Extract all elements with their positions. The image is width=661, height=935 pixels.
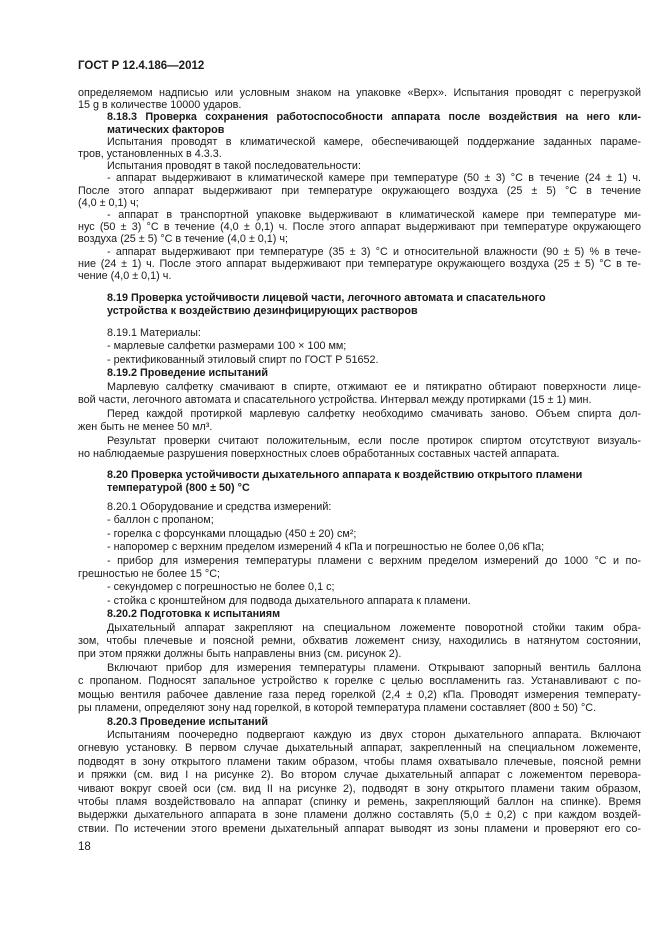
paragraph bbox=[78, 501, 641, 514]
text-line: матических факторов bbox=[107, 123, 225, 136]
text-line: - аппарат выдерживают в климатической камере при температуре (50 ± 3) °С в течение (24 ± 1) ч. bbox=[107, 172, 641, 185]
text-line: 8.18.3 Проверка сохранения работоспособности аппарата после воздействия на него кли- bbox=[107, 111, 641, 124]
paragraph bbox=[78, 408, 641, 435]
text-line: при этом пряжки должны быть направлены вниз (см. рисунок 2). bbox=[78, 648, 402, 661]
section-heading bbox=[78, 469, 641, 496]
paragraph bbox=[78, 595, 641, 608]
text-line: 8.20 Проверка устойчивости дыхательного аппарата к воздействию открытого пламени bbox=[107, 469, 583, 481]
text-line: - марлевые салфетки размерами 100 × 100 мм; bbox=[107, 340, 347, 352]
paragraph bbox=[78, 381, 641, 408]
paragraph bbox=[78, 528, 641, 541]
text-line: нус (50 ± 3) °С в течение (4,0 ± 0,1) ч. После этого аппарат выдерживают при температуре окружающего bbox=[78, 221, 641, 234]
text-line: с пропаном. Подносят запальное устройство к горелке с целью воспламенить газ. Устанавливают с по- bbox=[78, 675, 641, 688]
section-8-19-body bbox=[78, 327, 641, 462]
text-line: Результат проверки считают положительным, если после протирок спиртом отсутствуют визуаль- bbox=[107, 434, 641, 447]
text-line: ние (24 ± 1) ч. После этого аппарат выдерживают при температуре окружающего воздуха (25 ± 5) °С в те- bbox=[78, 257, 641, 270]
text-line: чение (4,0 ± 0,1) ч. bbox=[78, 270, 172, 283]
paragraph bbox=[78, 136, 641, 160]
text-line: чивают вокруг своей оси (см. вид II на рисунке 2), подводят в зону открытого пламени таким образом, bbox=[78, 782, 641, 795]
text-line: температурой (800 ± 50) °С bbox=[107, 482, 250, 495]
text-line: 8.20.2 Подготовка к испытаниям bbox=[107, 608, 281, 621]
text-line: тров, установленных в 4.3.3. bbox=[78, 148, 222, 161]
text-line: - баллон с пропаном; bbox=[107, 514, 214, 527]
text-line: Дыхательный аппарат закрепляют на специальном ложементе поворотной стойки таким обра- bbox=[107, 621, 641, 634]
document-header: ГОСТ Р 12.4.186—2012 bbox=[78, 60, 205, 72]
paragraph bbox=[78, 435, 641, 462]
text-line: Испытания проводят в такой последовательности: bbox=[107, 160, 361, 173]
text-line: 8.19.2 Проведение испытаний bbox=[107, 367, 268, 379]
text-line: - ректификованный этиловый спирт по ГОСТ Р 51652. bbox=[107, 353, 379, 366]
text-line: зом, чтобы плечевые и поясной ремни, обхватив ложемент снизу, находились в натянутом состоянии, bbox=[78, 635, 641, 648]
section-8-20-heading bbox=[78, 469, 641, 496]
text-line: выдержки дыхательного аппарата в зоне пламени должно составлять (5,0 ± 0,2) с при каждом воздей- bbox=[78, 809, 641, 822]
text-line: - секундомер с погрешностью не более 0,1 с; bbox=[107, 581, 335, 594]
text-line: - горелка с форсунками площадью (450 ± 20) см²; bbox=[107, 527, 357, 540]
section-heading bbox=[78, 608, 641, 621]
paragraph bbox=[78, 327, 641, 341]
paragraph bbox=[78, 581, 641, 594]
text-line: подводят в зону открытого пламени таким образом, чтобы пламя охватывало плечевые, поясной ремни bbox=[78, 755, 641, 768]
paragraph bbox=[78, 209, 641, 246]
paragraph bbox=[78, 340, 641, 354]
text-line: (4,0 ± 0,1) ч; bbox=[78, 196, 139, 209]
text-line: но наблюдаемые разрушения поверхностных слоев обработанных составных частей аппарата. bbox=[78, 448, 560, 460]
paragraph bbox=[78, 246, 641, 283]
text-line: 15 g в количестве 10000 ударов. bbox=[78, 99, 242, 112]
text-line: ры пламени, определяют зону над горелкой, в которой температура пламени составляет (800 ± 50) °С. bbox=[78, 702, 597, 715]
text-line: Марлевую салфетку смачивают в спирте, отжимают ее и пятикратно обтирают поверхности лице- bbox=[107, 380, 641, 393]
paragraph bbox=[78, 354, 641, 368]
paragraph bbox=[78, 87, 641, 111]
paragraph bbox=[78, 729, 641, 836]
section-heading bbox=[78, 716, 641, 729]
section-8-18-3 bbox=[78, 87, 641, 282]
text-line: вой части, легочного автомата и спасательного устройства. Интервал между протирками (15 ± 1) мин. bbox=[78, 394, 592, 406]
text-line: определяемом надписью или условным знаком на упаковке «Верх». Испытания проводят с перегрузкой bbox=[78, 87, 641, 99]
section-heading bbox=[78, 367, 641, 381]
text-line: и пряжки (см. вид I на рисунке 2). Во втором случае дыхательный аппарат с ложементом перевора- bbox=[78, 769, 641, 782]
section-8-20-body bbox=[78, 501, 641, 836]
text-line: устройства к воздействию дезинфицирующих растворов bbox=[107, 305, 418, 317]
paragraph bbox=[78, 514, 641, 527]
text-line: жен быть не менее 50 мл³. bbox=[78, 421, 213, 433]
paragraph bbox=[78, 662, 641, 716]
text-line: 8.20.3 Проведение испытаний bbox=[107, 715, 268, 728]
text-line: 8.20.1 Оборудование и средства измерений: bbox=[107, 501, 332, 513]
text-line: - аппарат в транспортной упаковке выдерживают в климатической камере при температуре ми- bbox=[107, 209, 641, 222]
text-line: 8.19.1 Материалы: bbox=[107, 326, 201, 339]
paragraph bbox=[78, 555, 641, 582]
text-line: Перед каждой протиркой марлевую салфетку необходимо смачивать заново. Объем спирта дол- bbox=[107, 407, 641, 420]
text-line: - напоромер с верхним пределом измерений 4 кПа и погрешностью не более 0,06 кПа; bbox=[107, 541, 545, 554]
text-line: воздуха (25 ± 5) °С в течение (4,0 ± 0,1) ч; bbox=[78, 233, 289, 246]
section-heading bbox=[78, 292, 641, 318]
text-line: грешностью не более 15 °С; bbox=[78, 568, 220, 581]
section-heading bbox=[78, 111, 641, 135]
text-line: мощью вентиля рабочее давление газа перед горелкой (2,4 ± 0,2) кПа. Проводят измерения температу- bbox=[78, 688, 641, 701]
text-line: Испытаниям поочередно подвергают каждую из двух сторон дыхательного аппарата. Включают bbox=[107, 728, 641, 741]
section-8-19-heading bbox=[78, 292, 641, 318]
text-line: - прибор для измерения температуры пламени с верхним пределом измерений до 1000 °С и по- bbox=[107, 554, 641, 567]
text-line: Испытания проводят в климатической камере, обеспечивающей поддержание заданных параме- bbox=[107, 135, 641, 148]
text-line: Включают прибор для измерения температуры пламени. Открывают запорный вентиль баллона bbox=[107, 661, 641, 674]
paragraph bbox=[78, 160, 641, 172]
text-line: - стойка с кронштейном для подвода дыхательного аппарата к пламени. bbox=[107, 594, 471, 607]
text-line: - аппарат выдерживают при температуре (35 ± 3) °С и относительной влажности (90 ± 5) % в тече- bbox=[107, 245, 641, 258]
paragraph bbox=[78, 172, 641, 209]
text-line: чтобы пламя воздействовало на аппарат (спинку и ремень, закрепляющий баллон на спинке). Время bbox=[78, 795, 641, 808]
text-line: огневую установку. В первом случае дыхательный аппарат, закрепленный на специальном ложементе, bbox=[78, 742, 641, 755]
text-line: ствии. По истечении этого времени дыхательный аппарат выводят из зоны пламени и проверяют его со- bbox=[78, 822, 641, 835]
text-line: 8.19 Проверка устойчивости лицевой части, легочного автомата и спасательного bbox=[107, 292, 546, 304]
page-number: 18 bbox=[78, 841, 91, 853]
paragraph bbox=[78, 622, 641, 662]
paragraph bbox=[78, 541, 641, 554]
text-line: После этого аппарат выдерживают при температуре окружающего воздуха (25 ± 5) °С в течение bbox=[78, 184, 641, 197]
